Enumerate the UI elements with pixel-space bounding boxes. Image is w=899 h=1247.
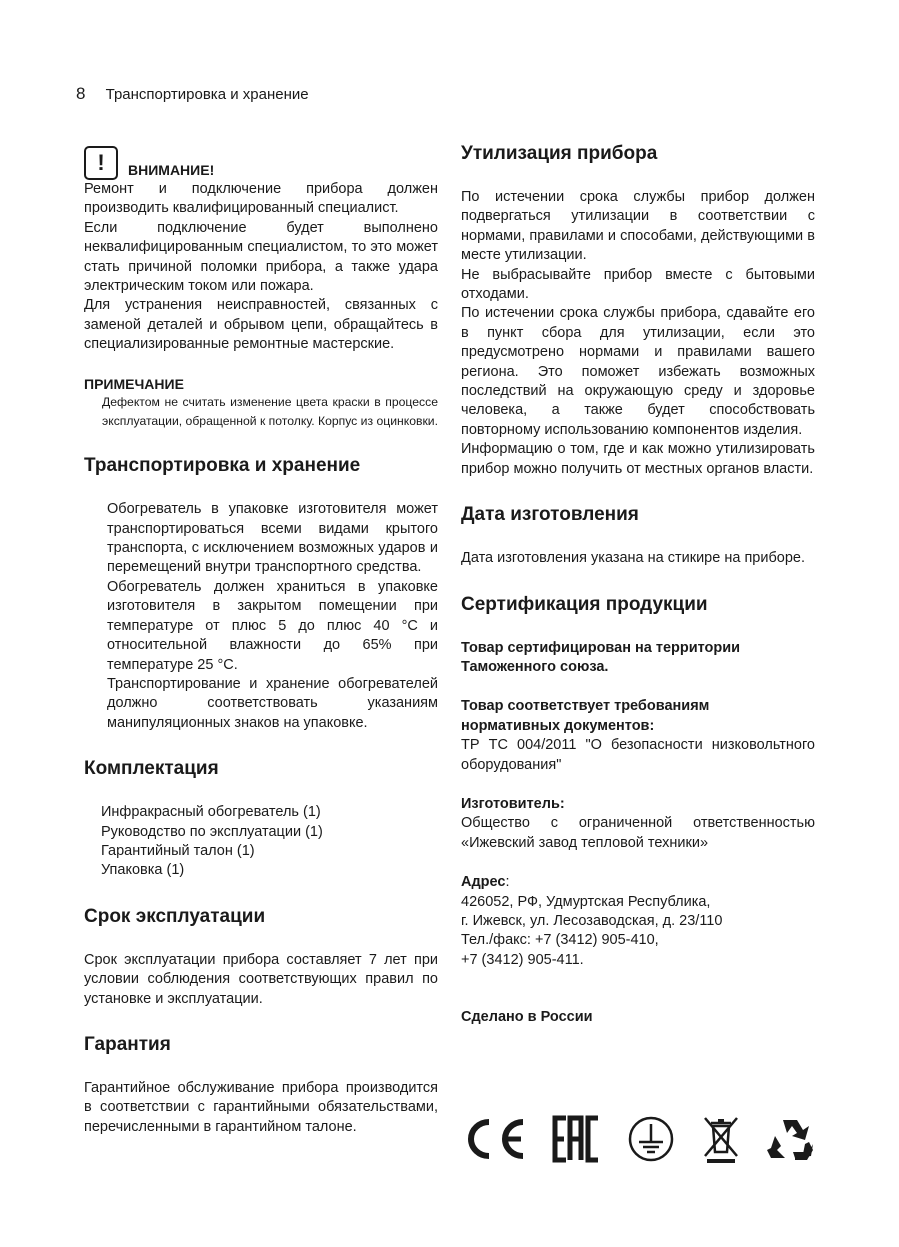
warning-icon: ! — [84, 146, 118, 180]
lifetime-title: Срок эксплуатации — [84, 905, 266, 927]
crossed-bin-icon — [701, 1114, 741, 1164]
transport-paragraph: Обогреватель должен храниться в упаковке изготовителя в закрытом помещении при температуре от плюс 5 до плюс 40 °С и относительной влажности до 65% при температуре 25 °С. — [107, 578, 438, 673]
list-item: Гарантийный талон (1) — [101, 842, 255, 859]
certification-section — [461, 593, 815, 1028]
warranty-text: Гарантийное обслуживание прибора производится в соответствии с гарантийными обязательствами, перечисленными в гарантийном талоне. — [84, 1079, 438, 1135]
standards-text: ТР ТС 004/2011 "О безопасности низковольтного оборудования" — [461, 737, 815, 773]
left-column — [84, 142, 438, 1137]
manufacturer-text: Общество с ограниченной ответственностью «Ижевский завод тепловой техники» — [461, 815, 815, 851]
ce-mark-icon — [461, 1114, 527, 1164]
manufacture-date-section — [461, 503, 815, 568]
disposal-paragraph: Информацию о том, где и как можно утилизировать прибор можно получить от местных органов власти. — [461, 441, 815, 477]
warning-title: ВНИМАНИЕ! — [128, 162, 215, 178]
transport-paragraph: Обогреватель в упаковке изготовителя может транспортироваться всеми видами крытого транспорта, с исключением возможных ударов и перемещений внутри транспортного средства. — [107, 501, 438, 576]
manufacture-date-title: Дата изготовления — [461, 504, 639, 526]
certification-marks — [461, 1112, 815, 1166]
protective-earth-icon — [626, 1114, 676, 1164]
header-title: Транспортировка и хранение — [105, 86, 309, 103]
kit-title: Комплектация — [84, 758, 219, 780]
recycle-icon — [765, 1114, 815, 1164]
note-title: ПРИМЕЧАНИЕ — [84, 375, 184, 392]
right-column — [461, 142, 815, 1028]
warning-paragraph: Ремонт и подключение прибора должен производить квалифицированный специалист. — [84, 181, 438, 217]
transport-title: Транспортировка и хранение — [84, 455, 361, 477]
manufacturer-label: Изготовитель: — [461, 795, 565, 812]
note-text: Дефектом не считать изменение цвета краски в процессе эксплуатации, обращенной к потолку. Корпус из оцинковки. — [102, 394, 438, 429]
customs-statement: Товар сертифицирован на территории Таможенного союза. — [461, 639, 741, 675]
standards-label: Товар соответствует требованиям нормативных документов: — [461, 698, 710, 734]
page-number: 8 — [76, 84, 86, 103]
warning-header — [84, 142, 438, 180]
list-item: Упаковка (1) — [101, 862, 185, 879]
address-block — [461, 893, 815, 971]
transport-section — [84, 454, 438, 733]
address-line: г. Ижевск, ул. Лесозаводская, д. 23/110 — [461, 912, 723, 929]
kit-list — [101, 803, 438, 881]
warning-paragraph: Для устранения неисправностей, связанных с заменой деталей и обрывом цепи, обращайтесь в специализированные ремонтные мастерские. — [84, 297, 438, 353]
disposal-paragraph: По истечении срока службы прибор должен подвергаться утилизации в соответствии с нормами, правилами и способами, действующими в месте утилизации. — [461, 189, 815, 264]
address-line: Тел./факс: +7 (3412) 905-410, — [461, 932, 659, 949]
manufacture-date-text: Дата изготовления указана на стикире на приборе. — [461, 550, 805, 567]
disposal-title: Утилизация прибора — [461, 143, 658, 164]
warranty-title: Гарантия — [84, 1033, 171, 1055]
address-label: Адрес: — [461, 874, 510, 891]
list-item: Инфракрасный обогреватель (1) — [101, 804, 321, 821]
list-item: Руководство по эксплуатации (1) — [101, 823, 323, 840]
transport-paragraph: Транспортирование и хранение обогревателей должно соответствовать указаниям манипуляционных знаков на упаковке. — [107, 675, 438, 731]
disposal-paragraph: По истечении срока службы прибора, сдавайте его в пункт сбора для утилизации, если это предусмотрено нормами и правилами вашего региона. Это поможет избежать возможных последствий на окружающую среду и здоровье человека, а также будет способствовать повторному использованию компонентов изделия. — [461, 305, 815, 438]
address-line: 426052, РФ, Удмуртская Республика, — [461, 893, 711, 910]
made-in-label: Сделано в России — [461, 1009, 593, 1026]
warranty-section — [84, 1033, 438, 1137]
eac-mark-icon — [552, 1114, 602, 1164]
address-line: +7 (3412) 905-411. — [461, 951, 584, 968]
warning-paragraph: Если подключение будет выполнено неквалифицированным специалистом, то это может стать причиной поломки прибора, а также удара электрическим током или пожара. — [84, 219, 438, 295]
page-header — [76, 84, 309, 104]
disposal-section — [461, 142, 815, 479]
lifetime-text: Срок эксплуатации прибора составляет 7 лет при условии соблюдения соответствующих правил по установке и эксплуатации. — [84, 951, 438, 1007]
disposal-paragraph: Не выбрасывайте прибор вместе с бытовыми отходами. — [461, 266, 815, 303]
kit-section — [84, 757, 438, 881]
certification-title: Сертификация продукции — [461, 593, 708, 615]
lifetime-section — [84, 905, 438, 1009]
